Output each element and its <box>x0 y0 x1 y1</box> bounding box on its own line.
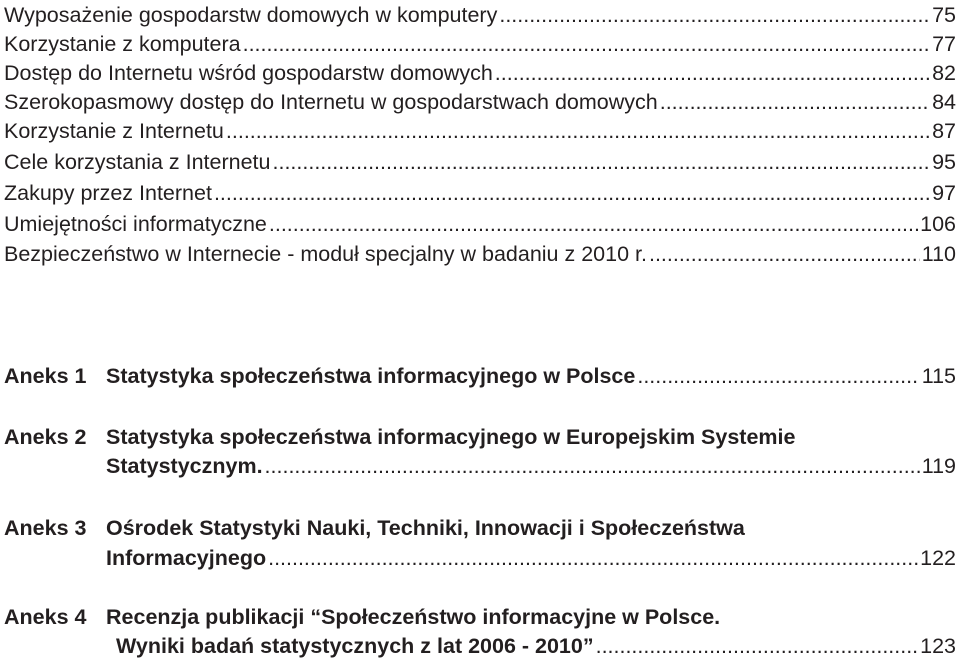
annex-label: Aneks 3 <box>4 516 87 540</box>
toc-entry-page: 82 <box>932 61 956 85</box>
toc-entry-page: 77 <box>932 32 956 56</box>
annex-title-line2: Statystycznym. <box>106 454 263 478</box>
toc-entry[interactable] <box>4 149 956 175</box>
dot-leader <box>649 241 920 267</box>
dot-leader <box>269 211 918 237</box>
annex-page: 122 <box>920 546 956 570</box>
toc-entry-page: 75 <box>932 3 956 27</box>
dot-leader <box>265 453 920 479</box>
annex-label: Aneks 2 <box>4 425 87 449</box>
toc-entry[interactable] <box>4 89 956 115</box>
toc-entry-page: 87 <box>932 119 956 143</box>
annex-entry-heading[interactable] <box>4 515 956 541</box>
annex-entry[interactable] <box>4 363 956 389</box>
dot-leader <box>495 60 930 86</box>
toc-entry-title: Dostęp do Internetu wśród gospodarstw domowych <box>4 61 493 85</box>
annex-label: Aneks 1 <box>4 364 87 388</box>
toc-entry[interactable] <box>4 118 956 144</box>
toc-entry-title: Korzystanie z komputera <box>4 32 241 56</box>
toc-entry[interactable] <box>4 31 956 57</box>
toc-entry-page: 97 <box>932 181 956 205</box>
toc-entry-title: Cele korzystania z Internetu <box>4 150 271 174</box>
annex-entry-continuation[interactable] <box>4 633 956 659</box>
annex-title-line1: Statystyka społeczeństwa informacyjnego w Europejskim Systemie <box>106 425 796 449</box>
toc-entry[interactable] <box>4 60 956 86</box>
annex-entry-continuation[interactable] <box>4 453 956 479</box>
dot-leader <box>214 180 930 206</box>
toc-entry-title: Korzystanie z Internetu <box>4 119 224 143</box>
dot-leader <box>596 633 919 659</box>
dot-leader <box>499 2 930 28</box>
toc-entry-title: Umiejętności informatyczne <box>4 212 267 236</box>
annex-entry-continuation[interactable] <box>4 545 956 571</box>
toc-entry-title: Wyposażenie gospodarstw domowych w komputery <box>4 3 498 27</box>
dot-leader <box>268 545 918 571</box>
annex-title-line2: Informacyjnego <box>106 546 267 570</box>
annex-page: 115 <box>921 364 956 388</box>
annex-entry-heading[interactable] <box>4 604 956 630</box>
toc-entry-title: Zakupy przez Internet <box>4 181 212 205</box>
annex-title: Statystyka społeczeństwa informacyjnego w Polsce <box>106 364 636 388</box>
toc-entry-title: Bezpieczeństwo w Internecie - moduł specjalny w badaniu z 2010 r. <box>4 242 647 266</box>
toc-entry[interactable] <box>4 2 956 28</box>
toc-entry[interactable] <box>4 180 956 206</box>
dot-leader <box>637 363 919 389</box>
toc-entry-page: 110 <box>921 242 956 266</box>
annex-title-line1: Recenzja publikacji “Społeczeństwo informacyjne w Polsce. <box>106 605 721 629</box>
dot-leader <box>660 89 930 115</box>
toc-entry-page: 95 <box>932 150 956 174</box>
annex-title-line1: Ośrodek Statystyki Nauki, Techniki, Innowacji i Społeczeństwa <box>106 516 745 540</box>
dot-leader <box>273 149 931 175</box>
toc-entry-page: 106 <box>920 212 956 236</box>
annex-title-line2: Wyniki badań statystycznych z lat 2006 - 2010” <box>116 634 594 658</box>
annex-page: 119 <box>921 454 956 478</box>
toc-entry[interactable] <box>4 211 956 237</box>
annex-label: Aneks 4 <box>4 605 87 629</box>
toc-entry-page: 84 <box>932 90 956 114</box>
dot-leader <box>243 31 930 57</box>
annex-page: 123 <box>920 634 956 658</box>
dot-leader <box>226 118 930 144</box>
annex-entry-heading[interactable] <box>4 424 956 450</box>
toc-entry-title: Szerokopasmowy dostęp do Internetu w gospodarstwach domowych <box>4 90 658 114</box>
toc-entry[interactable] <box>4 241 956 267</box>
